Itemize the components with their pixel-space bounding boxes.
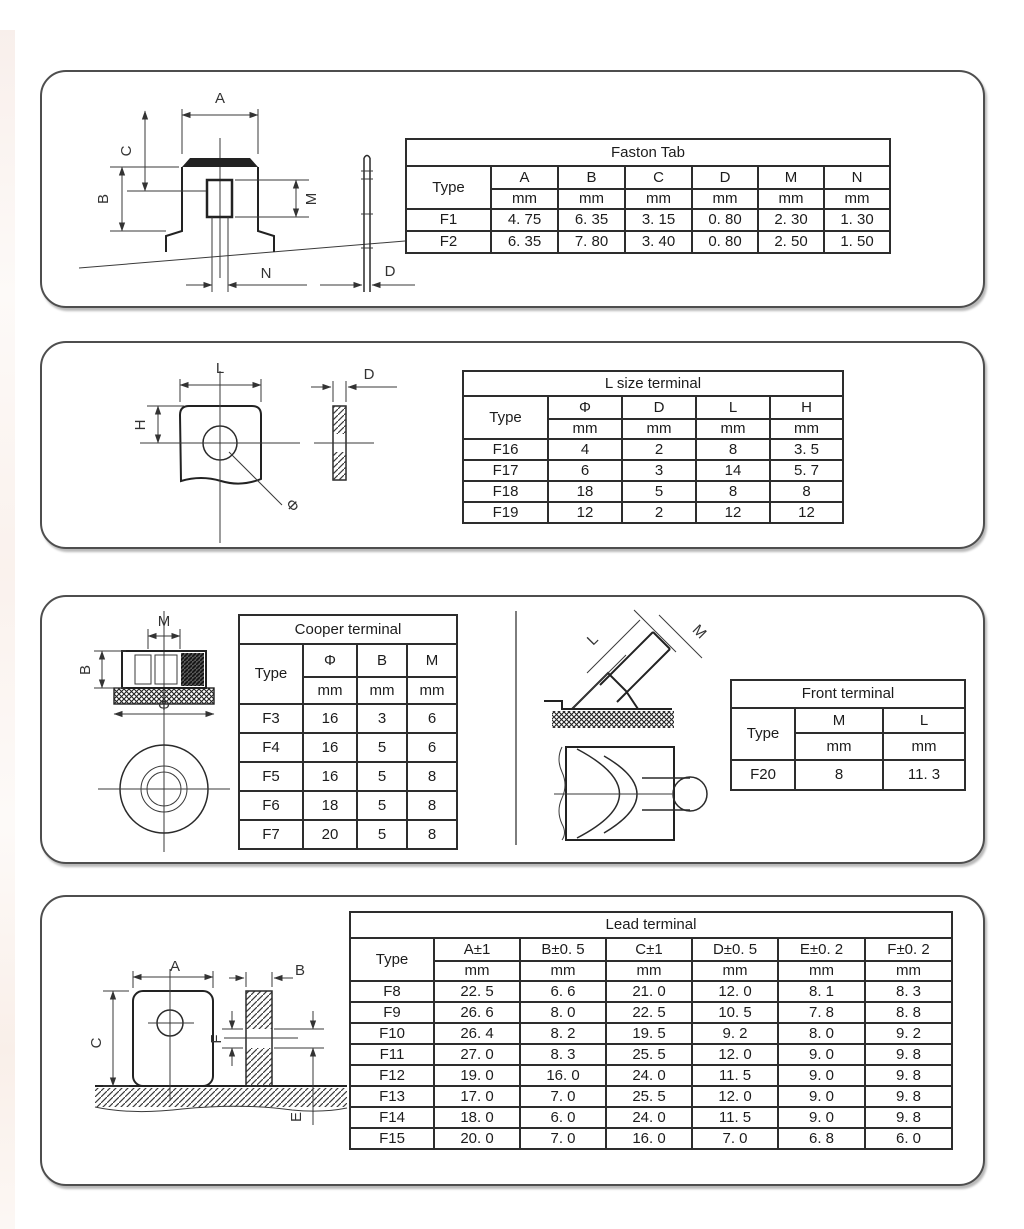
faston-tab-drawing [67,78,417,304]
value-cell: 9. 8 [865,1044,952,1065]
value-cell: 1. 30 [824,209,890,231]
dim-label-b: B [77,664,94,676]
value-cell: 24. 0 [606,1107,692,1128]
col-header: B [357,644,407,677]
table-row [350,1107,952,1128]
value-cell: 9. 8 [865,1086,952,1107]
value-cell: 8 [795,760,883,790]
table-row [239,733,457,762]
table-row [350,1002,952,1023]
table-row [350,1023,952,1044]
value-cell: 2 [622,502,696,523]
value-cell: 7. 0 [520,1086,606,1107]
type-cell: F12 [350,1065,434,1086]
table-title: Lead terminal [350,912,952,938]
value-cell: 8 [770,481,843,502]
value-cell: 26. 4 [434,1023,520,1044]
front-terminal-drawing [524,607,724,855]
value-cell: 16 [303,762,357,791]
table-row [350,1044,952,1065]
dim-label-b: B [95,193,112,205]
dim-label-e: E [288,1111,305,1123]
value-cell: 16 [303,733,357,762]
value-cell: 8 [407,762,457,791]
col-header: D [692,166,758,189]
faston-tab-panel [40,70,985,308]
cooper-front-terminal-panel [40,595,985,864]
l-size-terminal-panel [40,341,985,549]
dim-label-l: L [215,360,225,377]
col-header: M [758,166,824,189]
value-cell: 2. 50 [758,231,824,253]
table-title: Cooper terminal [239,615,457,644]
col-header: Φ [303,644,357,677]
type-cell: F18 [463,481,548,502]
value-cell: 12 [548,502,622,523]
value-cell: 25. 5 [606,1044,692,1065]
value-cell: 12. 0 [692,981,778,1002]
dim-label-f: F [208,1034,225,1044]
dim-label-a: A [214,90,226,107]
table-row [350,1086,952,1107]
value-cell: 8 [696,481,770,502]
value-cell: 6. 6 [520,981,606,1002]
col-header: M [795,708,883,733]
value-cell: 9. 8 [865,1065,952,1086]
unit-cell: mm [865,961,952,981]
type-cell: F13 [350,1086,434,1107]
table-row [350,1128,952,1149]
value-cell: 10. 5 [692,1002,778,1023]
unit-cell: mm [622,419,696,439]
value-cell: 16. 0 [520,1065,606,1086]
col-header: B±0. 5 [520,938,606,961]
table-row [463,502,843,523]
type-header: Type [350,938,434,981]
value-cell: 3. 15 [625,209,692,231]
dim-label-c: C [118,145,135,157]
value-cell: 6. 0 [520,1107,606,1128]
table-title: Faston Tab [406,139,890,166]
value-cell: 5. 7 [770,460,843,481]
dim-label-d: D [384,263,396,280]
value-cell: 18 [303,791,357,820]
dim-label-c: C [88,1037,105,1049]
value-cell: 6. 0 [865,1128,952,1149]
col-header: B [558,166,625,189]
table-row [463,439,843,460]
value-cell: 4. 75 [491,209,558,231]
type-cell: F11 [350,1044,434,1065]
value-cell: 9. 8 [865,1107,952,1128]
col-header: N [824,166,890,189]
table-row [350,1065,952,1086]
col-header: C±1 [606,938,692,961]
value-cell: 4 [548,439,622,460]
dim-label-d: D [363,366,375,383]
value-cell: 7. 0 [520,1128,606,1149]
value-cell: 11. 5 [692,1107,778,1128]
col-header: M [407,644,457,677]
table-row [463,481,843,502]
value-cell: 5 [357,820,407,849]
type-header: Type [463,396,548,439]
value-cell: 12 [770,502,843,523]
type-cell: F9 [350,1002,434,1023]
value-cell: 12. 0 [692,1086,778,1107]
value-cell: 8. 1 [778,981,865,1002]
value-cell: 9. 2 [692,1023,778,1044]
value-cell: 8 [407,820,457,849]
value-cell: 8 [696,439,770,460]
unit-cell: mm [548,419,622,439]
table-row [350,981,952,1002]
col-header: L [696,396,770,419]
type-cell: F8 [350,981,434,1002]
l-size-terminal-table [462,370,844,524]
page-edge-watermark [0,30,15,1229]
table-row [239,762,457,791]
value-cell: 14 [696,460,770,481]
table-row [239,704,457,733]
table-row [239,791,457,820]
value-cell: 8. 3 [520,1044,606,1065]
table-row [406,209,890,231]
value-cell: 9. 0 [778,1086,865,1107]
value-cell: 8. 8 [865,1002,952,1023]
cooper-terminal-table [238,614,458,850]
dim-label-m: M [303,192,320,206]
col-header: Φ [548,396,622,419]
value-cell: 7. 80 [558,231,625,253]
value-cell: 7. 8 [778,1002,865,1023]
unit-cell: mm [357,677,407,704]
dim-label-n: N [260,265,272,282]
col-header: H [770,396,843,419]
dim-label-phi: Φ [281,495,303,517]
value-cell: 16 [303,704,357,733]
unit-cell: mm [407,677,457,704]
value-cell: 27. 0 [434,1044,520,1065]
value-cell: 1. 50 [824,231,890,253]
value-cell: 17. 0 [434,1086,520,1107]
value-cell: 8. 3 [865,981,952,1002]
unit-cell: mm [558,189,625,209]
unit-cell: mm [692,189,758,209]
type-header: Type [239,644,303,704]
value-cell: 2 [622,439,696,460]
panel-divider [515,611,517,845]
value-cell: 9. 0 [778,1044,865,1065]
value-cell: 21. 0 [606,981,692,1002]
unit-cell: mm [434,961,520,981]
value-cell: 9. 0 [778,1107,865,1128]
value-cell: 9. 2 [865,1023,952,1044]
value-cell: 3. 40 [625,231,692,253]
lead-terminal-panel [40,895,985,1186]
type-cell: F16 [463,439,548,460]
type-cell: F1 [406,209,491,231]
value-cell: 24. 0 [606,1065,692,1086]
unit-cell: mm [491,189,558,209]
value-cell: 5 [357,733,407,762]
type-header: Type [731,708,795,760]
dim-label-h: H [132,419,149,431]
table-title: L size terminal [463,371,843,396]
unit-cell: mm [824,189,890,209]
value-cell: 22. 5 [434,981,520,1002]
value-cell: 18 [548,481,622,502]
unit-cell: mm [883,733,965,760]
value-cell: 5 [357,762,407,791]
value-cell: 6 [548,460,622,481]
value-cell: 6. 8 [778,1128,865,1149]
type-cell: F15 [350,1128,434,1149]
lead-terminal-drawing [77,959,367,1169]
value-cell: 8 [407,791,457,820]
value-cell: 25. 5 [606,1086,692,1107]
value-cell: 8. 2 [520,1023,606,1044]
unit-cell: mm [692,961,778,981]
value-cell: 5 [357,791,407,820]
unit-cell: mm [795,733,883,760]
value-cell: 6. 35 [491,231,558,253]
type-cell: F19 [463,502,548,523]
value-cell: 6 [407,704,457,733]
unit-cell: mm [520,961,606,981]
value-cell: 12. 0 [692,1044,778,1065]
type-cell: F20 [731,760,795,790]
col-header: D [622,396,696,419]
unit-cell: mm [758,189,824,209]
table-row [731,760,965,790]
value-cell: 3 [357,704,407,733]
unit-cell: mm [770,419,843,439]
unit-cell: mm [303,677,357,704]
faston-tab-table [405,138,891,254]
value-cell: 8. 0 [778,1023,865,1044]
value-cell: 6. 35 [558,209,625,231]
dim-label-m: M [688,621,710,643]
value-cell: 0. 80 [692,209,758,231]
table-row [463,460,843,481]
type-cell: F2 [406,231,491,253]
front-terminal-table [730,679,966,791]
unit-cell: mm [778,961,865,981]
value-cell: 3 [622,460,696,481]
dim-label-b: B [294,962,306,979]
value-cell: 20 [303,820,357,849]
value-cell: 11. 5 [692,1065,778,1086]
dim-label-l: L [583,630,602,649]
value-cell: 8. 0 [520,1002,606,1023]
value-cell: 6 [407,733,457,762]
value-cell: 5 [622,481,696,502]
lead-terminal-table [349,911,953,1150]
value-cell: 7. 0 [692,1128,778,1149]
col-header: L [883,708,965,733]
unit-cell: mm [625,189,692,209]
type-cell: F10 [350,1023,434,1044]
unit-cell: mm [606,961,692,981]
type-cell: F4 [239,733,303,762]
unit-cell: mm [696,419,770,439]
value-cell: 22. 5 [606,1002,692,1023]
value-cell: 16. 0 [606,1128,692,1149]
l-size-terminal-drawing [92,349,402,547]
value-cell: 9. 0 [778,1065,865,1086]
type-cell: F7 [239,820,303,849]
col-header: E±0. 2 [778,938,865,961]
value-cell: 20. 0 [434,1128,520,1149]
col-header: C [625,166,692,189]
value-cell: 2. 30 [758,209,824,231]
col-header: A±1 [434,938,520,961]
value-cell: 19. 5 [606,1023,692,1044]
value-cell: 19. 0 [434,1065,520,1086]
value-cell: 11. 3 [883,760,965,790]
value-cell: 26. 6 [434,1002,520,1023]
value-cell: 3. 5 [770,439,843,460]
col-header: A [491,166,558,189]
type-cell: F3 [239,704,303,733]
dim-label-a: A [169,959,181,975]
type-cell: F14 [350,1107,434,1128]
col-header: F±0. 2 [865,938,952,961]
col-header: D±0. 5 [692,938,778,961]
type-cell: F6 [239,791,303,820]
value-cell: 12 [696,502,770,523]
type-cell: F5 [239,762,303,791]
type-cell: F17 [463,460,548,481]
dim-label-m: M [157,613,171,630]
type-header: Type [406,166,491,209]
value-cell: 18. 0 [434,1107,520,1128]
dim-label-phi: Φ [158,697,170,714]
value-cell: 0. 80 [692,231,758,253]
table-title: Front terminal [731,680,965,708]
table-row [239,820,457,849]
table-row [406,231,890,253]
